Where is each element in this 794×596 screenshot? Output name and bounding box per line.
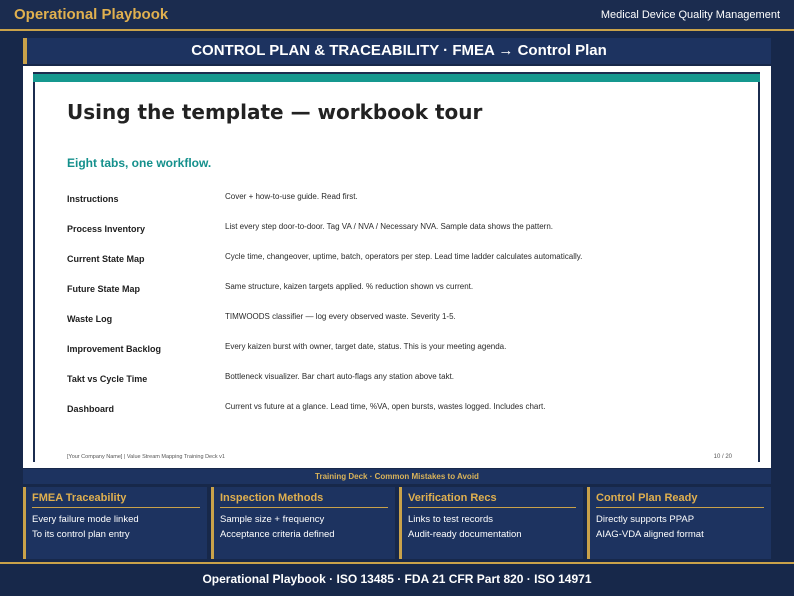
slide-frame [23, 66, 771, 468]
top-header-bar [0, 0, 794, 31]
tab-name: Waste Log [67, 314, 113, 324]
feature-card [399, 487, 583, 559]
slide-footer-text: [Your Company Name] | Value Stream Mapping Training Deck v1 [67, 454, 225, 460]
tab-row [67, 245, 747, 275]
card-line: To its control plan entry [32, 529, 130, 540]
slide-accent-line [33, 72, 760, 82]
card-line: Audit-ready documentation [408, 529, 522, 540]
tab-name: Future State Map [67, 284, 141, 294]
tab-name: Instructions [67, 194, 119, 204]
workbook-tab-list [67, 185, 747, 425]
card-line: Directly supports PPAP [596, 514, 695, 525]
tab-description: Same structure, kaizen targets applied. % reduction shown vs current. [225, 282, 474, 291]
card-line: Sample size + frequency [220, 514, 325, 525]
tab-row [67, 215, 747, 245]
tab-row [67, 185, 747, 215]
feature-card [23, 487, 207, 559]
card-line: Acceptance criteria defined [220, 529, 335, 540]
card-line: Links to test records [408, 514, 494, 525]
card-line: Every failure mode linked [32, 514, 139, 525]
tab-name: Process Inventory [67, 224, 146, 234]
tab-name: Dashboard [67, 404, 115, 414]
feature-card [211, 487, 395, 559]
tab-name: Improvement Backlog [67, 344, 162, 354]
feature-cards [23, 487, 771, 559]
brand-subtitle: Medical Device Quality Management [600, 9, 780, 21]
tab-name: Takt vs Cycle Time [67, 374, 148, 384]
tab-row [67, 305, 747, 335]
tab-description: Every kaizen burst with owner, target date, status. This is your meeting agenda. [225, 342, 507, 351]
tab-description: Bottleneck visualizer. Bar chart auto-flags any station above takt. [225, 372, 455, 381]
slide-subtitle: Eight tabs, one workflow. [67, 156, 212, 170]
slide[interactable] [33, 72, 760, 462]
tab-row [67, 335, 747, 365]
card-line: AIAG-VDA aligned format [596, 529, 704, 540]
card-title: Control Plan Ready [596, 492, 764, 508]
tab-row [67, 395, 747, 425]
brand-title: Operational Playbook [14, 6, 169, 23]
tab-description: Cycle time, changeover, uptime, batch, operators per step. Lead time ladder calculates automatically. [225, 252, 583, 261]
slide-title: Using the template — workbook tour [67, 100, 483, 124]
card-title: Verification Recs [408, 492, 576, 508]
card-title: Inspection Methods [220, 492, 388, 508]
card-title: FMEA Traceability [32, 492, 200, 508]
tab-description: List every step door-to-door. Tag VA / NVA / Necessary NVA. Sample data shows the pattern. [225, 222, 554, 231]
tab-name: Current State Map [67, 254, 145, 264]
footer-bar: Operational Playbook · ISO 13485 · FDA 21 CFR Part 820 · ISO 14971 [0, 562, 794, 596]
tab-description: Cover + how-to-use guide. Read first. [225, 192, 358, 201]
tab-description: TIMWOODS classifier — log every observed waste. Severity 1-5. [225, 312, 456, 321]
tab-row [67, 275, 747, 305]
tab-row [67, 365, 747, 395]
feature-card [587, 487, 771, 559]
slide-caption: Training Deck · Common Mistakes to Avoid [23, 469, 771, 484]
tab-description: Current vs future at a glance. Lead time, %VA, open bursts, wastes logged. Includes chart. [225, 402, 546, 411]
section-title-bar: CONTROL PLAN & TRACEABILITY · FMEA → Control Plan [23, 38, 771, 64]
slide-page-number: 10 / 20 [713, 454, 732, 460]
